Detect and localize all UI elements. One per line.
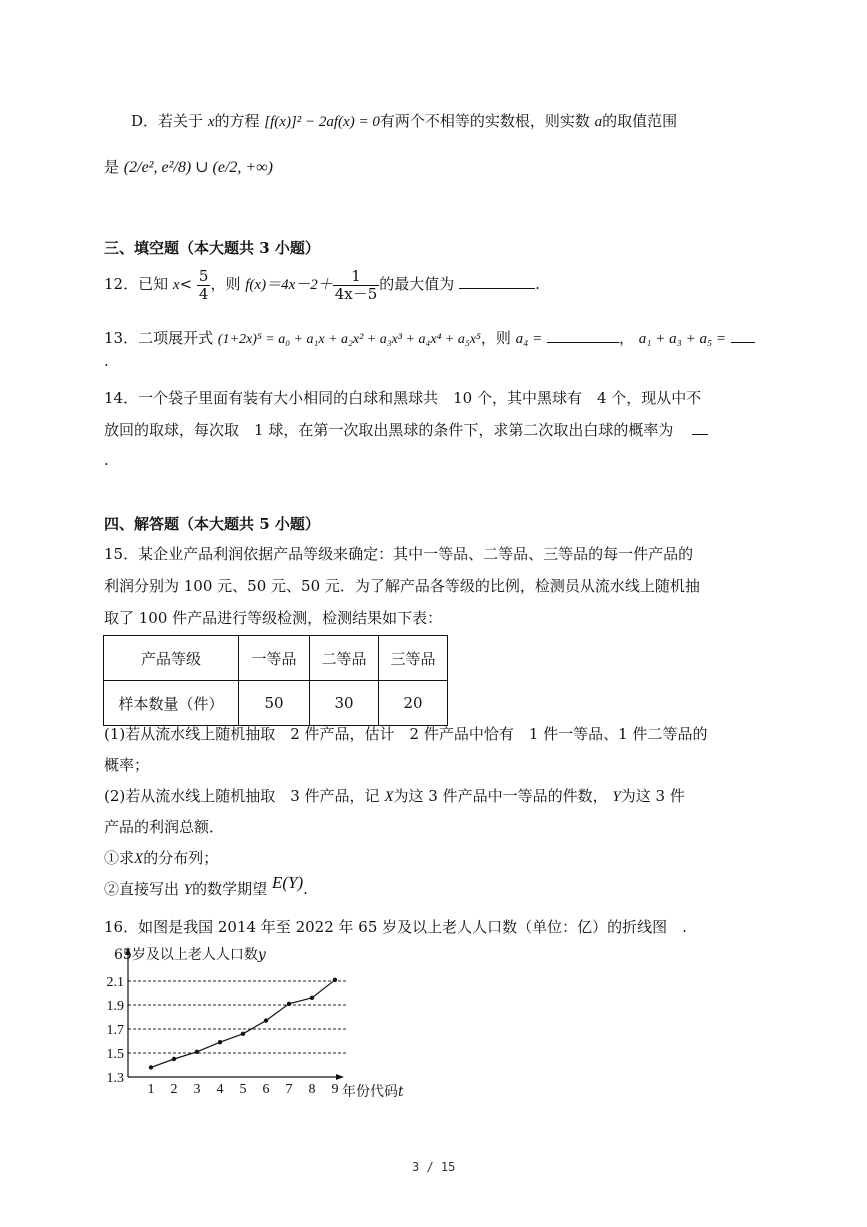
chart-y-axis-label bbox=[114, 946, 267, 963]
q15-line1: 15．某企业产品利润依据产品等级来确定：其中一等品、二等品、三等品的每一件产品的 bbox=[104, 545, 694, 563]
q15-p2-line2: 产品的利润总额． bbox=[104, 818, 225, 836]
chart-grid bbox=[128, 981, 346, 1053]
data-point bbox=[218, 1040, 222, 1044]
q15-p2-y: Y bbox=[612, 789, 621, 805]
x-tick-label: 6 bbox=[262, 1082, 270, 1097]
y-tick-label: 1.7 bbox=[106, 1023, 124, 1038]
q12-frac-den: 4x－5 bbox=[334, 284, 378, 303]
table-row bbox=[104, 681, 448, 726]
q15-p2-x: X bbox=[384, 789, 394, 805]
q15-sub2-post: 的数学期望 bbox=[192, 880, 268, 898]
q12-cond-den: 4 bbox=[198, 284, 209, 303]
data-point bbox=[172, 1057, 176, 1061]
x-label-text: 年份代码 bbox=[342, 1084, 398, 1100]
table-cell: 样本数量（件） bbox=[104, 681, 239, 726]
table-cell: 30 bbox=[310, 681, 379, 726]
chart-x-axis-label bbox=[342, 1083, 404, 1100]
q13-expansion: (1+2x)⁵ = a₀ + a₁x + a₂x² + a₃x³ + a₄x⁴ + a₅x⁵ bbox=[217, 332, 481, 347]
table-header-cell: 产品等级 bbox=[104, 636, 239, 681]
q14-line1: 14．一个袋子里面有装有大小相同的白球和黑球共 10 个，其中黑球有 4 个，现从中不 bbox=[104, 389, 702, 407]
q15-sub1 bbox=[104, 847, 218, 868]
q12-comma: ，则 bbox=[210, 275, 241, 293]
q15-p2-pre: (2)若从流水线上随机抽取 3 件产品，记 bbox=[104, 787, 380, 805]
x-tick-label: 4 bbox=[216, 1082, 224, 1097]
population-line-chart bbox=[100, 940, 430, 1100]
option-d-text1: 的方程 bbox=[214, 112, 260, 130]
q13-a4: a₄ = bbox=[515, 331, 543, 347]
q14-line2: 放回的取球，每次取 1 球，在第一次取出黑球的条件下，求第二次取出白球的概率为 bbox=[104, 421, 674, 439]
table-row bbox=[104, 636, 448, 681]
chart-series bbox=[149, 978, 337, 1070]
q15-p1-line1: (1)若从流水线上随机抽取 2 件产品，估计 2 件产品中恰有 1 件一等品、1 件二等品的 bbox=[104, 725, 708, 743]
q14-end: . bbox=[104, 451, 109, 469]
q13-sum-blank[interactable] bbox=[731, 342, 755, 343]
x-axis-arrow bbox=[336, 1074, 344, 1080]
table-cell: 20 bbox=[379, 681, 448, 726]
q12-cond-num: 5 bbox=[198, 267, 209, 285]
q12-suffix: 的最大值为 bbox=[379, 275, 455, 293]
q15-sub2-pre: ②直接写出 bbox=[104, 880, 180, 898]
q12-frac-num: 1 bbox=[333, 268, 380, 286]
table-header-cell: 二等品 bbox=[310, 636, 379, 681]
q15-sub1-post: 的分布列； bbox=[143, 849, 219, 867]
q15-line2: 利润分别为 100 元、50 元、50 元．为了解产品各等级的比例，检测员从流水线上随机抽 bbox=[104, 577, 700, 595]
option-d-line2-prefix: 是 bbox=[104, 158, 120, 176]
var-x: x bbox=[207, 114, 215, 130]
page-number: 3 / 15 bbox=[412, 1160, 456, 1174]
q15-p2-line1 bbox=[104, 785, 685, 806]
data-point bbox=[333, 978, 337, 982]
x-tick-label: 7 bbox=[285, 1082, 293, 1097]
q12-cond-op: < bbox=[179, 275, 193, 293]
q15-p1-line2: 概率； bbox=[104, 756, 150, 774]
y-label-text: 65岁及以上老人人口数 bbox=[114, 947, 258, 963]
option-d-prefix: D．若关于 bbox=[131, 112, 204, 130]
data-point bbox=[241, 1032, 245, 1036]
q12-fraction bbox=[333, 268, 380, 302]
data-point bbox=[264, 1018, 268, 1022]
q15-p2-post: 为这 3 件 bbox=[620, 787, 685, 805]
x-tick-label: 5 bbox=[239, 1082, 247, 1097]
q12-end: . bbox=[535, 275, 540, 293]
q15-sub2-y: Y bbox=[183, 882, 193, 898]
chart-axes bbox=[125, 947, 344, 1080]
q15-sub1-pre: ①求 bbox=[104, 849, 135, 867]
y-tick-label: 1.9 bbox=[106, 999, 124, 1014]
option-d-text2: 有两个不相等的实数根，则实数 bbox=[379, 112, 590, 130]
q15-sub2-end: . bbox=[303, 880, 308, 898]
data-point bbox=[195, 1050, 199, 1054]
x-tick-label: 9 bbox=[331, 1082, 339, 1097]
table-cell: 50 bbox=[239, 681, 310, 726]
q13-end: . bbox=[104, 352, 109, 370]
q15-line3: 取了 100 件产品进行等级检测，检测结果如下表： bbox=[104, 609, 443, 627]
series-line bbox=[151, 980, 335, 1068]
q16-line1: 16．如图是我国 2014 年至 2022 年 65 岁及以上老人人口数（单位：亿）的折线图 . bbox=[104, 918, 687, 936]
q15-sub2-expr: E(Y) bbox=[271, 873, 304, 892]
y-tick-label: 1.5 bbox=[106, 1047, 124, 1062]
y-tick-label: 1.3 bbox=[106, 1071, 124, 1086]
var-a: a bbox=[594, 114, 603, 130]
x-label-var: t bbox=[398, 1084, 404, 1100]
q14-answer-blank[interactable] bbox=[692, 434, 708, 435]
q14-line2-wrap bbox=[104, 419, 708, 440]
q12 bbox=[104, 268, 540, 302]
x-tick-label: 8 bbox=[308, 1082, 316, 1097]
q13-number: 13． bbox=[104, 329, 139, 347]
q12-fx: f(x)＝4x－2＋ bbox=[245, 277, 333, 293]
data-point bbox=[149, 1065, 153, 1069]
q15-sub2 bbox=[104, 873, 308, 899]
data-point bbox=[310, 996, 314, 1000]
table-header-cell: 三等品 bbox=[379, 636, 448, 681]
x-tick-label: 1 bbox=[147, 1082, 155, 1097]
q13-mid: ，则 bbox=[480, 329, 511, 347]
section-3-title: 三、填空题（本大题共 3 小题） bbox=[104, 239, 320, 257]
q12-answer-blank[interactable] bbox=[459, 288, 535, 289]
q12-number: 12． bbox=[104, 275, 139, 293]
table-header-cell: 一等品 bbox=[239, 636, 310, 681]
option-d-line2 bbox=[104, 156, 273, 177]
q13-a4-blank[interactable] bbox=[547, 342, 619, 343]
data-point bbox=[287, 1002, 291, 1006]
y-label-var: y bbox=[257, 947, 266, 963]
option-d-range: (2/e², e²/8) ∪ (e/2, +∞) bbox=[123, 159, 273, 176]
option-d-equation: [f(x)]² − 2af(x) = 0 bbox=[264, 114, 380, 130]
y-tick-label: 2.1 bbox=[106, 975, 124, 990]
x-tick-label: 2 bbox=[170, 1082, 178, 1097]
x-tick-label: 3 bbox=[193, 1082, 201, 1097]
q13-sum: a₁ + a₃ + a₅ = bbox=[638, 331, 727, 347]
option-d-line1 bbox=[131, 110, 677, 131]
section-4-title: 四、解答题（本大题共 5 小题） bbox=[104, 515, 320, 533]
q13: 13．二项展开式 (1+2x)⁵ = a₀ + a₁x + a₂x² + a₃x³ + a₄x⁴ + a₅x⁵，则 a₄ = ， a₁ + a₃ + a₅ = bbox=[104, 327, 755, 348]
option-d-text3: 的取值范围 bbox=[602, 112, 678, 130]
chart-ticks bbox=[107, 975, 339, 1097]
q12-cond-fraction bbox=[197, 268, 211, 302]
q12-cond-lhs: x bbox=[172, 277, 180, 293]
q12-pre: 已知 bbox=[138, 275, 169, 293]
q15-sub1-x: X bbox=[134, 851, 144, 867]
grade-table bbox=[103, 635, 448, 726]
q13-pre: 二项展开式 bbox=[138, 329, 214, 347]
q15-p2-mid: 为这 3 件产品中一等品的件数， bbox=[393, 787, 608, 805]
